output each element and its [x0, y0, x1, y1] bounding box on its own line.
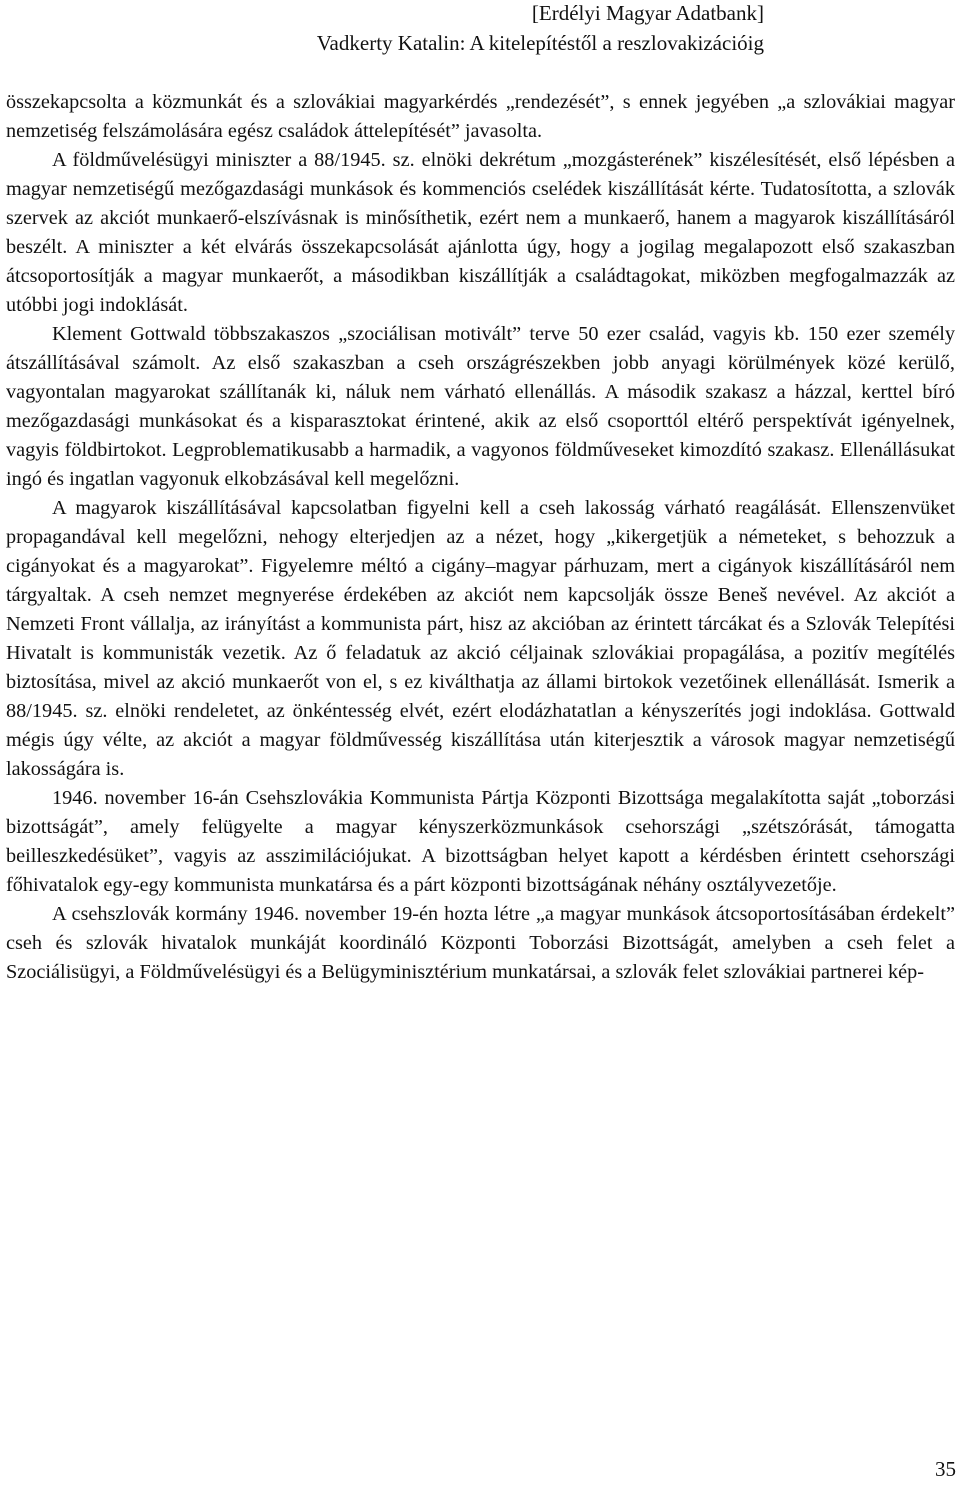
paragraph: összekapcsolta a közmunkát és a szlovákiai magyarkérdés „rendezését”, s ennek jegyében „a szlovákiai magyar nemzetiség felszámolására egész családok áttelepítését” javasolta.: [6, 91, 955, 142]
paragraph: A csehszlovák kormány 1946. november 19-én hozta létre „a magyar munkások átcsoportosításában érdekelt” cseh és szlovák hivatalok munkáját koordináló Központi Toborzási Bizottságát, amelyben a cseh felet a Szociálisügyi, a Földművelésügyi és a Belügyminisztérium munkatársai, a szlovák felet szlovákiai partnerei kép-: [6, 903, 955, 983]
paragraph: Klement Gottwald többszakaszos „szociálisan motivált” terve 50 ezer család, vagyis kb. 150 ezer személy átszállításával számolt. Az első szakaszban a cseh országrészekben jobb anyagi körülmények közé kerülő, vagyontalan magyarokat szállítanák ki, náluk nem várható ellenállás. A második szakasz a házzal, kerttel bíró mezőgazdasági munkásokat és a kisparasztokat érintené, akik az első csoporttól eltérő perspektívát igényelnek, vagyis földbirtokot. Legproblematikusabb a harmadik, a vagyonos földműveseket kimozdító szakasz. Ellenállásukat ingó és ingatlan vagyonuk elkobzásával kell megelőzni.: [6, 323, 955, 490]
body-text: [6, 88, 955, 987]
page-header: [164, 0, 764, 57]
page-number: 35: [935, 1457, 956, 1481]
header-title: Vadkerty Katalin: A kitelepítéstől a reszlovakizációig: [316, 31, 764, 55]
paragraph: A földművelésügyi miniszter a 88/1945. sz. elnöki dekrétum „mozgásterének” kiszélesítését, első lépésben a magyar nemzetiségű mezőgazdasági munkások és kommenciós cselédek kiszállítását kérte. Tudatosította, a szlovák szervek az akciót munkaerő-elszívásnak is minősíthetik, ezért nem a munkaerő, hanem a magyarok kiszállításáról beszélt. A miniszter a két elvárás összekapcsolását ajánlotta úgy, hogy a jogilag megalapozott első szakaszban átcsoportosítják a magyar munkaerőt, a másodikban kiszállítják a családtagokat, miközben megfogalmazzák az utóbbi jogi indoklását.: [6, 149, 955, 316]
paragraph: A magyarok kiszállításával kapcsolatban figyelni kell a cseh lakosság várható reagálását. Ellenszenvüket propagandával kell megelőzni, nehogy elterjedjen az a nézet, hogy „kikergetjük a németeket, s behozzuk a cigányokat és a magyarokat”. Figyelemre méltó a cigány–magyar párhuzam, mert a cigányok kiszállításáról nem tárgyaltak. A cseh nemzet megnyerése érdekében az akciót nem kapcsolják össze Beneš nevével. Az akciót a Nemzeti Front vállalja, az irányítást a kommunista párt, hisz az akcióban az érintett tárcákat és a Szlovák Telepítési Hivatalt is kommunisták vezetik. Az ő feladatuk az akció céljainak szlovákiai propagálása, a pozitív megítélés biztosítása, mivel az akció munkaerőt von el, s ez kiválthatja az állami birtokok vezetőinek ellenállását. Ismerik a 88/1945. sz. elnöki rendeletet, az önkéntesség elvét, ezért elodázhatatlan a kényszerítés jogi indoklása. Gottwald mégis úgy vélte, az akciót a magyar földművesség kiszállítása után kiterjesztik a városok magyar nemzetiségű lakosságára is.: [6, 497, 955, 780]
header-source: [Erdélyi Magyar Adatbank]: [531, 1, 764, 25]
paragraph: 1946. november 16-án Csehszlovákia Kommunista Pártja Központi Bizottsága megalakította saját „toborzási bizottságát”, amely felügyelte a magyar kényszerközmunkások csehországi „szétszórását, támogatta beilleszkedésüket”, vagyis az asszimilációjukat. A bizottságban helyet kapott a kérdésben érintett csehországi főhivatalok egy-egy kommunista munkatársa és a párt központi bizottságának néhány osztályvezetője.: [6, 787, 955, 896]
